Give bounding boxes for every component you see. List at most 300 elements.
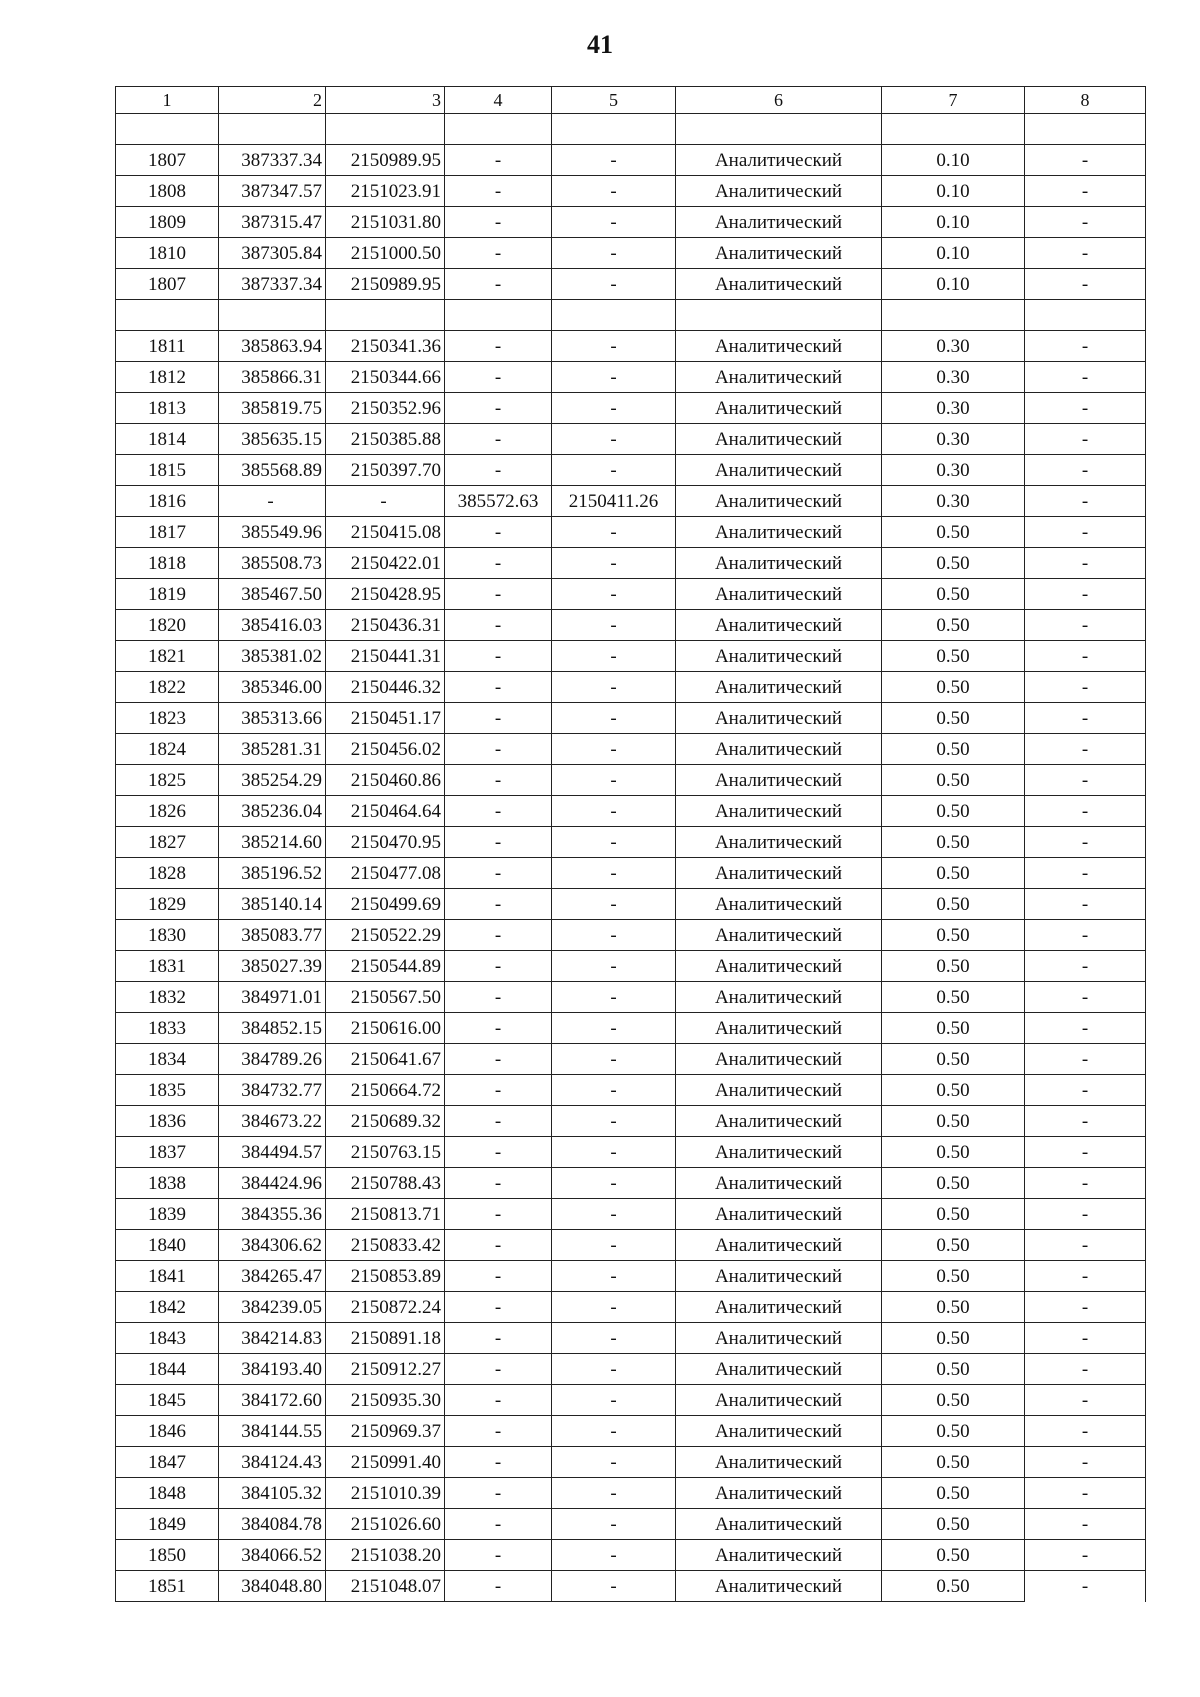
accuracy-cell: 0.50 xyxy=(882,982,1025,1013)
y-coord-cell: 2150341.36 xyxy=(326,331,445,362)
table-row xyxy=(116,1168,1146,1199)
note-cell: - xyxy=(1025,1385,1146,1416)
x-coord-cell: 384084.78 xyxy=(219,1509,326,1540)
table-row xyxy=(116,145,1146,176)
x-coord-cell: 384673.22 xyxy=(219,1106,326,1137)
y-coord-cell: 2151023.91 xyxy=(326,176,445,207)
y-coord-cell: 2150935.30 xyxy=(326,1385,445,1416)
accuracy-cell: 0.50 xyxy=(882,672,1025,703)
y-coord-cell: 2150464.64 xyxy=(326,796,445,827)
accuracy-cell: 0.50 xyxy=(882,1013,1025,1044)
method-cell: Аналитический xyxy=(676,424,882,455)
x-coord-cell: 385027.39 xyxy=(219,951,326,982)
x-coord-alt-cell: - xyxy=(445,269,552,300)
point-number-cell: 1817 xyxy=(116,517,219,548)
method-cell xyxy=(676,300,882,331)
note-cell: - xyxy=(1025,1168,1146,1199)
y-coord-alt-cell: - xyxy=(552,1509,676,1540)
x-coord-alt-cell: - xyxy=(445,1385,552,1416)
method-cell: Аналитический xyxy=(676,238,882,269)
table-row xyxy=(116,1013,1146,1044)
accuracy-cell: 0.50 xyxy=(882,1540,1025,1571)
y-coord-alt-cell: - xyxy=(552,796,676,827)
x-coord-cell: 385568.89 xyxy=(219,455,326,486)
y-coord-cell: 2150499.69 xyxy=(326,889,445,920)
note-cell: - xyxy=(1025,1075,1146,1106)
x-coord-cell: 385281.31 xyxy=(219,734,326,765)
note-cell: - xyxy=(1025,455,1146,486)
y-coord-cell: 2150477.08 xyxy=(326,858,445,889)
table-row xyxy=(116,1137,1146,1168)
y-coord-cell: 2150456.02 xyxy=(326,734,445,765)
method-cell: Аналитический xyxy=(676,641,882,672)
point-number-cell: 1842 xyxy=(116,1292,219,1323)
y-coord-alt-cell: - xyxy=(552,827,676,858)
table-row xyxy=(116,393,1146,424)
point-number-cell: 1825 xyxy=(116,765,219,796)
note-cell: - xyxy=(1025,207,1146,238)
y-coord-cell: 2150397.70 xyxy=(326,455,445,486)
x-coord-cell: 384306.62 xyxy=(219,1230,326,1261)
column-header-2: 2 xyxy=(219,87,326,114)
x-coord-cell: 385214.60 xyxy=(219,827,326,858)
x-coord-cell: 384193.40 xyxy=(219,1354,326,1385)
note-cell: - xyxy=(1025,1478,1146,1509)
x-coord-cell: 384265.47 xyxy=(219,1261,326,1292)
method-cell: Аналитический xyxy=(676,734,882,765)
note-cell: - xyxy=(1025,486,1146,517)
y-coord-cell: 2151048.07 xyxy=(326,1571,445,1602)
point-number-cell: 1826 xyxy=(116,796,219,827)
x-coord-cell: 385196.52 xyxy=(219,858,326,889)
point-number-cell xyxy=(116,300,219,331)
y-coord-cell: 2150470.95 xyxy=(326,827,445,858)
y-coord-alt-cell: - xyxy=(552,362,676,393)
y-coord-cell: 2150446.32 xyxy=(326,672,445,703)
table-row xyxy=(116,362,1146,393)
note-cell: - xyxy=(1025,424,1146,455)
x-coord-cell: 384355.36 xyxy=(219,1199,326,1230)
x-coord-alt-cell: - xyxy=(445,1540,552,1571)
x-coord-cell: 384424.96 xyxy=(219,1168,326,1199)
note-cell: - xyxy=(1025,1416,1146,1447)
x-coord-cell: 385549.96 xyxy=(219,517,326,548)
accuracy-cell: 0.50 xyxy=(882,1261,1025,1292)
table-row xyxy=(116,486,1146,517)
x-coord-cell: 384066.52 xyxy=(219,1540,326,1571)
method-cell: Аналитический xyxy=(676,858,882,889)
accuracy-cell: 0.50 xyxy=(882,1044,1025,1075)
method-cell: Аналитический xyxy=(676,703,882,734)
y-coord-cell: 2151038.20 xyxy=(326,1540,445,1571)
accuracy-cell: 0.50 xyxy=(882,1075,1025,1106)
x-coord-cell: 385381.02 xyxy=(219,641,326,672)
accuracy-cell: 0.50 xyxy=(882,827,1025,858)
point-number-cell: 1835 xyxy=(116,1075,219,1106)
y-coord-alt-cell: - xyxy=(552,393,676,424)
point-number-cell: 1841 xyxy=(116,1261,219,1292)
point-number-cell: 1812 xyxy=(116,362,219,393)
x-coord-cell: 384105.32 xyxy=(219,1478,326,1509)
point-number-cell: 1813 xyxy=(116,393,219,424)
y-coord-cell: 2150544.89 xyxy=(326,951,445,982)
y-coord-cell: 2151010.39 xyxy=(326,1478,445,1509)
note-cell: - xyxy=(1025,1447,1146,1478)
x-coord-alt-cell: - xyxy=(445,1447,552,1478)
y-coord-alt-cell: - xyxy=(552,1478,676,1509)
x-coord-cell: 387337.34 xyxy=(219,269,326,300)
y-coord-cell: 2150441.31 xyxy=(326,641,445,672)
note-cell: - xyxy=(1025,1013,1146,1044)
method-cell: Аналитический xyxy=(676,1199,882,1230)
y-coord-alt-cell: - xyxy=(552,1571,676,1602)
y-coord-alt-cell: - xyxy=(552,1230,676,1261)
accuracy-cell: 0.50 xyxy=(882,579,1025,610)
note-cell: - xyxy=(1025,1106,1146,1137)
x-coord-cell xyxy=(219,114,326,145)
y-coord-cell: 2150616.00 xyxy=(326,1013,445,1044)
x-coord-alt-cell: - xyxy=(445,1230,552,1261)
accuracy-cell: 0.10 xyxy=(882,238,1025,269)
table-row xyxy=(116,1416,1146,1447)
accuracy-cell: 0.50 xyxy=(882,1447,1025,1478)
y-coord-cell: 2150989.95 xyxy=(326,269,445,300)
x-coord-cell: 387305.84 xyxy=(219,238,326,269)
y-coord-alt-cell: - xyxy=(552,145,676,176)
accuracy-cell: 0.50 xyxy=(882,889,1025,920)
accuracy-cell: 0.50 xyxy=(882,548,1025,579)
y-coord-cell: 2150385.88 xyxy=(326,424,445,455)
y-coord-cell: 2150989.95 xyxy=(326,145,445,176)
note-cell: - xyxy=(1025,641,1146,672)
point-number-cell: 1836 xyxy=(116,1106,219,1137)
table-row xyxy=(116,982,1146,1013)
table-row xyxy=(116,1385,1146,1416)
table-row xyxy=(116,1106,1146,1137)
point-number-cell: 1837 xyxy=(116,1137,219,1168)
accuracy-cell: 0.50 xyxy=(882,1354,1025,1385)
x-coord-alt-cell: - xyxy=(445,1416,552,1447)
coordinates-table xyxy=(115,86,1146,1602)
method-cell: Аналитический xyxy=(676,548,882,579)
y-coord-cell: 2151026.60 xyxy=(326,1509,445,1540)
point-number-cell: 1821 xyxy=(116,641,219,672)
accuracy-cell: 0.50 xyxy=(882,796,1025,827)
point-number-cell: 1816 xyxy=(116,486,219,517)
y-coord-cell: 2150415.08 xyxy=(326,517,445,548)
method-cell: Аналитический xyxy=(676,610,882,641)
point-number-cell: 1834 xyxy=(116,1044,219,1075)
accuracy-cell: 0.30 xyxy=(882,362,1025,393)
table-row xyxy=(116,1292,1146,1323)
y-coord-alt-cell xyxy=(552,300,676,331)
accuracy-cell: 0.50 xyxy=(882,1137,1025,1168)
table-row xyxy=(116,610,1146,641)
table-row xyxy=(116,548,1146,579)
x-coord-cell: 384852.15 xyxy=(219,1013,326,1044)
x-coord-cell: 384048.80 xyxy=(219,1571,326,1602)
y-coord-alt-cell: - xyxy=(552,858,676,889)
method-cell xyxy=(676,114,882,145)
method-cell: Аналитический xyxy=(676,920,882,951)
x-coord-alt-cell: - xyxy=(445,1292,552,1323)
y-coord-cell: 2150352.96 xyxy=(326,393,445,424)
y-coord-alt-cell: - xyxy=(552,1261,676,1292)
point-number-cell: 1840 xyxy=(116,1230,219,1261)
x-coord-alt-cell: - xyxy=(445,1509,552,1540)
table-row xyxy=(116,300,1146,331)
x-coord-cell xyxy=(219,300,326,331)
note-cell: - xyxy=(1025,765,1146,796)
point-number-cell: 1809 xyxy=(116,207,219,238)
x-coord-cell: 385313.66 xyxy=(219,703,326,734)
table-row xyxy=(116,951,1146,982)
x-coord-alt-cell: - xyxy=(445,889,552,920)
y-coord-alt-cell: - xyxy=(552,1447,676,1478)
x-coord-cell: 384494.57 xyxy=(219,1137,326,1168)
x-coord-cell: 384971.01 xyxy=(219,982,326,1013)
y-coord-cell xyxy=(326,300,445,331)
x-coord-alt-cell: - xyxy=(445,703,552,734)
x-coord-cell: 387347.57 xyxy=(219,176,326,207)
accuracy-cell: 0.50 xyxy=(882,920,1025,951)
point-number-cell: 1833 xyxy=(116,1013,219,1044)
x-coord-alt-cell: - xyxy=(445,827,552,858)
point-number-cell: 1830 xyxy=(116,920,219,951)
y-coord-alt-cell: - xyxy=(552,1106,676,1137)
note-cell: - xyxy=(1025,1044,1146,1075)
x-coord-alt-cell: - xyxy=(445,641,552,672)
note-cell: - xyxy=(1025,951,1146,982)
method-cell: Аналитический xyxy=(676,1230,882,1261)
y-coord-cell: 2151000.50 xyxy=(326,238,445,269)
note-cell: - xyxy=(1025,1199,1146,1230)
x-coord-alt-cell: 385572.63 xyxy=(445,486,552,517)
point-number-cell: 1815 xyxy=(116,455,219,486)
method-cell: Аналитический xyxy=(676,1137,882,1168)
y-coord-alt-cell: - xyxy=(552,1416,676,1447)
x-coord-alt-cell: - xyxy=(445,145,552,176)
note-cell: - xyxy=(1025,1292,1146,1323)
point-number-cell: 1818 xyxy=(116,548,219,579)
x-coord-alt-cell: - xyxy=(445,238,552,269)
method-cell: Аналитический xyxy=(676,889,882,920)
x-coord-alt-cell xyxy=(445,300,552,331)
x-coord-cell: 387337.34 xyxy=(219,145,326,176)
y-coord-alt-cell xyxy=(552,114,676,145)
table-row xyxy=(116,703,1146,734)
x-coord-alt-cell: - xyxy=(445,796,552,827)
note-cell: - xyxy=(1025,734,1146,765)
accuracy-cell: 0.50 xyxy=(882,1199,1025,1230)
note-cell: - xyxy=(1025,269,1146,300)
point-number-cell: 1807 xyxy=(116,145,219,176)
x-coord-cell: 385346.00 xyxy=(219,672,326,703)
x-coord-alt-cell: - xyxy=(445,548,552,579)
x-coord-alt-cell: - xyxy=(445,951,552,982)
y-coord-cell: 2150689.32 xyxy=(326,1106,445,1137)
x-coord-cell: 385236.04 xyxy=(219,796,326,827)
table-row xyxy=(116,1447,1146,1478)
note-cell: - xyxy=(1025,238,1146,269)
y-coord-cell: 2150788.43 xyxy=(326,1168,445,1199)
column-header-1: 1 xyxy=(116,87,219,114)
y-coord-cell: 2150460.86 xyxy=(326,765,445,796)
method-cell: Аналитический xyxy=(676,1447,882,1478)
table-row xyxy=(116,734,1146,765)
y-coord-alt-cell: - xyxy=(552,269,676,300)
x-coord-alt-cell: - xyxy=(445,734,552,765)
y-coord-alt-cell: - xyxy=(552,1354,676,1385)
note-cell: - xyxy=(1025,1261,1146,1292)
point-number-cell: 1844 xyxy=(116,1354,219,1385)
accuracy-cell: 0.30 xyxy=(882,455,1025,486)
point-number-cell: 1808 xyxy=(116,176,219,207)
method-cell: Аналитический xyxy=(676,1044,882,1075)
x-coord-cell: 384214.83 xyxy=(219,1323,326,1354)
x-coord-alt-cell: - xyxy=(445,610,552,641)
y-coord-cell: 2150436.31 xyxy=(326,610,445,641)
table-row xyxy=(116,796,1146,827)
point-number-cell: 1839 xyxy=(116,1199,219,1230)
note-cell: - xyxy=(1025,176,1146,207)
note-cell: - xyxy=(1025,1571,1146,1602)
method-cell: Аналитический xyxy=(676,517,882,548)
method-cell: Аналитический xyxy=(676,486,882,517)
x-coord-alt-cell: - xyxy=(445,393,552,424)
x-coord-alt-cell: - xyxy=(445,858,552,889)
point-number-cell: 1807 xyxy=(116,269,219,300)
y-coord-alt-cell: - xyxy=(552,176,676,207)
x-coord-alt-cell: - xyxy=(445,672,552,703)
table-row xyxy=(116,765,1146,796)
y-coord-alt-cell: - xyxy=(552,1323,676,1354)
table-row xyxy=(116,672,1146,703)
method-cell: Аналитический xyxy=(676,1013,882,1044)
x-coord-cell: 385140.14 xyxy=(219,889,326,920)
method-cell: Аналитический xyxy=(676,1478,882,1509)
note-cell: - xyxy=(1025,982,1146,1013)
column-header-6: 6 xyxy=(676,87,882,114)
accuracy-cell: 0.30 xyxy=(882,486,1025,517)
y-coord-alt-cell: - xyxy=(552,579,676,610)
x-coord-alt-cell: - xyxy=(445,1199,552,1230)
table-row xyxy=(116,858,1146,889)
point-number-cell: 1843 xyxy=(116,1323,219,1354)
method-cell: Аналитический xyxy=(676,951,882,982)
note-cell: - xyxy=(1025,703,1146,734)
y-coord-alt-cell: - xyxy=(552,1292,676,1323)
point-number-cell: 1831 xyxy=(116,951,219,982)
x-coord-alt-cell: - xyxy=(445,1106,552,1137)
note-cell: - xyxy=(1025,858,1146,889)
y-coord-alt-cell: - xyxy=(552,889,676,920)
method-cell: Аналитический xyxy=(676,269,882,300)
note-cell: - xyxy=(1025,393,1146,424)
note-cell: - xyxy=(1025,1230,1146,1261)
method-cell: Аналитический xyxy=(676,362,882,393)
x-coord-alt-cell: - xyxy=(445,920,552,951)
method-cell: Аналитический xyxy=(676,827,882,858)
x-coord-cell: 385083.77 xyxy=(219,920,326,951)
y-coord-alt-cell: - xyxy=(552,920,676,951)
y-coord-cell xyxy=(326,114,445,145)
x-coord-cell: 387315.47 xyxy=(219,207,326,238)
x-coord-alt-cell: - xyxy=(445,1137,552,1168)
accuracy-cell: 0.50 xyxy=(882,1416,1025,1447)
y-coord-cell: 2150991.40 xyxy=(326,1447,445,1478)
point-number-cell: 1846 xyxy=(116,1416,219,1447)
table-row xyxy=(116,1261,1146,1292)
x-coord-alt-cell: - xyxy=(445,1354,552,1385)
method-cell: Аналитический xyxy=(676,1385,882,1416)
y-coord-alt-cell: - xyxy=(552,1013,676,1044)
table-row xyxy=(116,517,1146,548)
method-cell: Аналитический xyxy=(676,176,882,207)
accuracy-cell: 0.50 xyxy=(882,517,1025,548)
x-coord-cell: 385467.50 xyxy=(219,579,326,610)
y-coord-cell: 2150428.95 xyxy=(326,579,445,610)
method-cell: Аналитический xyxy=(676,393,882,424)
method-cell: Аналитический xyxy=(676,1106,882,1137)
table-row xyxy=(116,1571,1146,1602)
accuracy-cell: 0.50 xyxy=(882,1292,1025,1323)
accuracy-cell: 0.50 xyxy=(882,734,1025,765)
y-coord-alt-cell: - xyxy=(552,1540,676,1571)
table-row xyxy=(116,1230,1146,1261)
accuracy-cell xyxy=(882,114,1025,145)
accuracy-cell: 0.50 xyxy=(882,703,1025,734)
point-number-cell: 1820 xyxy=(116,610,219,641)
method-cell: Аналитический xyxy=(676,672,882,703)
table-row xyxy=(116,579,1146,610)
table-row xyxy=(116,1044,1146,1075)
y-coord-cell: 2150451.17 xyxy=(326,703,445,734)
table-row xyxy=(116,176,1146,207)
table-row xyxy=(116,1199,1146,1230)
table-row xyxy=(116,827,1146,858)
note-cell: - xyxy=(1025,331,1146,362)
method-cell: Аналитический xyxy=(676,455,882,486)
x-coord-alt-cell: - xyxy=(445,362,552,393)
y-coord-cell: 2150813.71 xyxy=(326,1199,445,1230)
note-cell: - xyxy=(1025,796,1146,827)
y-coord-cell: 2150833.42 xyxy=(326,1230,445,1261)
point-number-cell: 1827 xyxy=(116,827,219,858)
method-cell: Аналитический xyxy=(676,765,882,796)
y-coord-cell: 2151031.80 xyxy=(326,207,445,238)
accuracy-cell: 0.50 xyxy=(882,858,1025,889)
note-cell: - xyxy=(1025,1509,1146,1540)
table-row xyxy=(116,1323,1146,1354)
accuracy-cell: 0.50 xyxy=(882,1509,1025,1540)
note-cell: - xyxy=(1025,145,1146,176)
y-coord-alt-cell: - xyxy=(552,1168,676,1199)
y-coord-alt-cell: - xyxy=(552,982,676,1013)
note-cell: - xyxy=(1025,889,1146,920)
table-row xyxy=(116,1075,1146,1106)
table-row xyxy=(116,920,1146,951)
point-number-cell: 1849 xyxy=(116,1509,219,1540)
note-cell: - xyxy=(1025,610,1146,641)
table-row xyxy=(116,1354,1146,1385)
note-cell: - xyxy=(1025,827,1146,858)
point-number-cell: 1814 xyxy=(116,424,219,455)
y-coord-alt-cell: - xyxy=(552,424,676,455)
column-header-4: 4 xyxy=(445,87,552,114)
method-cell: Аналитический xyxy=(676,331,882,362)
note-cell: - xyxy=(1025,672,1146,703)
